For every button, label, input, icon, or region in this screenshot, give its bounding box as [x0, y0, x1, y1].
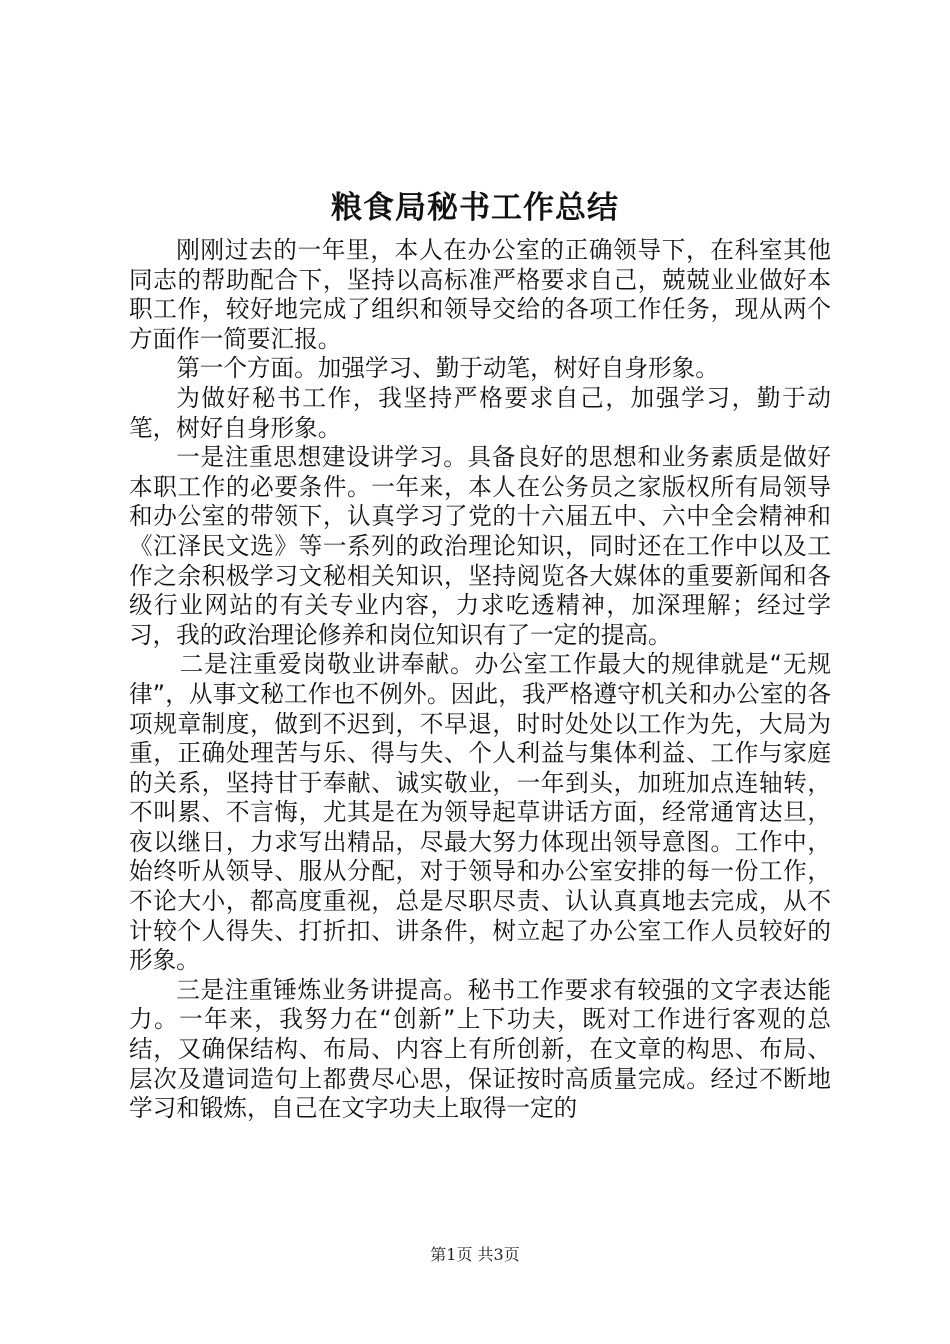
document-title: 粮食局秘书工作总结: [331, 190, 619, 226]
paragraph-point-two: 二是注重爱岗敬业讲奉献。办公室工作最大的规律就是“无规律”，从事文秘工作也不例外。因此，我严格遵守机关和办公室的各项规章制度，做到不迟到，不早退，时时处处以工作为先，大局为重，正确处理苦与乐、得与失、个人利益与集体利益、工作与家庭的关系，坚持甘于奉献、诚实敬业，一年到头，加班加点连轴转，不叫累、不言悔，尤其是在为领导起草讲话方面，经常通宵达旦，夜以继日，力求写出精品，尽最大努力体现出领导意图。工作中，始终听从领导、服从分配，对于领导和办公室安排的每一份工作，不论大小，都高度重视，总是尽职尽责、认认真真地去完成，从不计较个人得失、打折扣、讲条件，树立起了办公室工作人员较好的形象。: [129, 650, 831, 975]
page-footer: 第1页 共3页: [430, 1245, 520, 1264]
paragraph-section-heading: 第一个方面。加强学习、勤于动笔，树好自身形象。: [176, 354, 719, 383]
paragraph-section-summary: 为做好秘书工作，我坚持严格要求自己，加强学习，勤于动笔，树好自身形象。: [129, 383, 831, 442]
paragraph-point-one: 一是注重思想建设讲学习。具备良好的思想和业务素质是做好本职工作的必要条件。一年来，本人在公务员之家版权所有局领导和办公室的带领下，认真学习了党的十六届五中、六中全会精神和《江泽民文选》等一系列的政治理论知识，同时还在工作中以及工作之余积极学习文秘相关知识，坚持阅览各大媒体的重要新闻和各级行业网站的有关专业内容，力求吃透精神，加深理解；经过学习，我的政治理论修养和岗位知识有了一定的提高。: [129, 443, 831, 649]
paragraph-intro: 刚刚过去的一年里，本人在办公室的正确领导下，在科室其他同志的帮助配合下，坚持以高标准严格要求自己，兢兢业业做好本职工作，较好地完成了组织和领导交给的各项工作任务，现从两个方面作一简要汇报。: [129, 236, 831, 353]
paragraph-point-three: 三是注重锤炼业务讲提高。秘书工作要求有较强的文字表达能力。一年来，我努力在“创新”上下功夫，既对工作进行客观的总结，又确保结构、布局、内容上有所创新，在文章的构思、布局、层次及遣词造句上都费尽心思，保证按时高质量完成。经过不断地学习和锻炼，自己在文字功夫上取得一定的: [129, 975, 831, 1123]
document-body: [129, 236, 831, 1124]
